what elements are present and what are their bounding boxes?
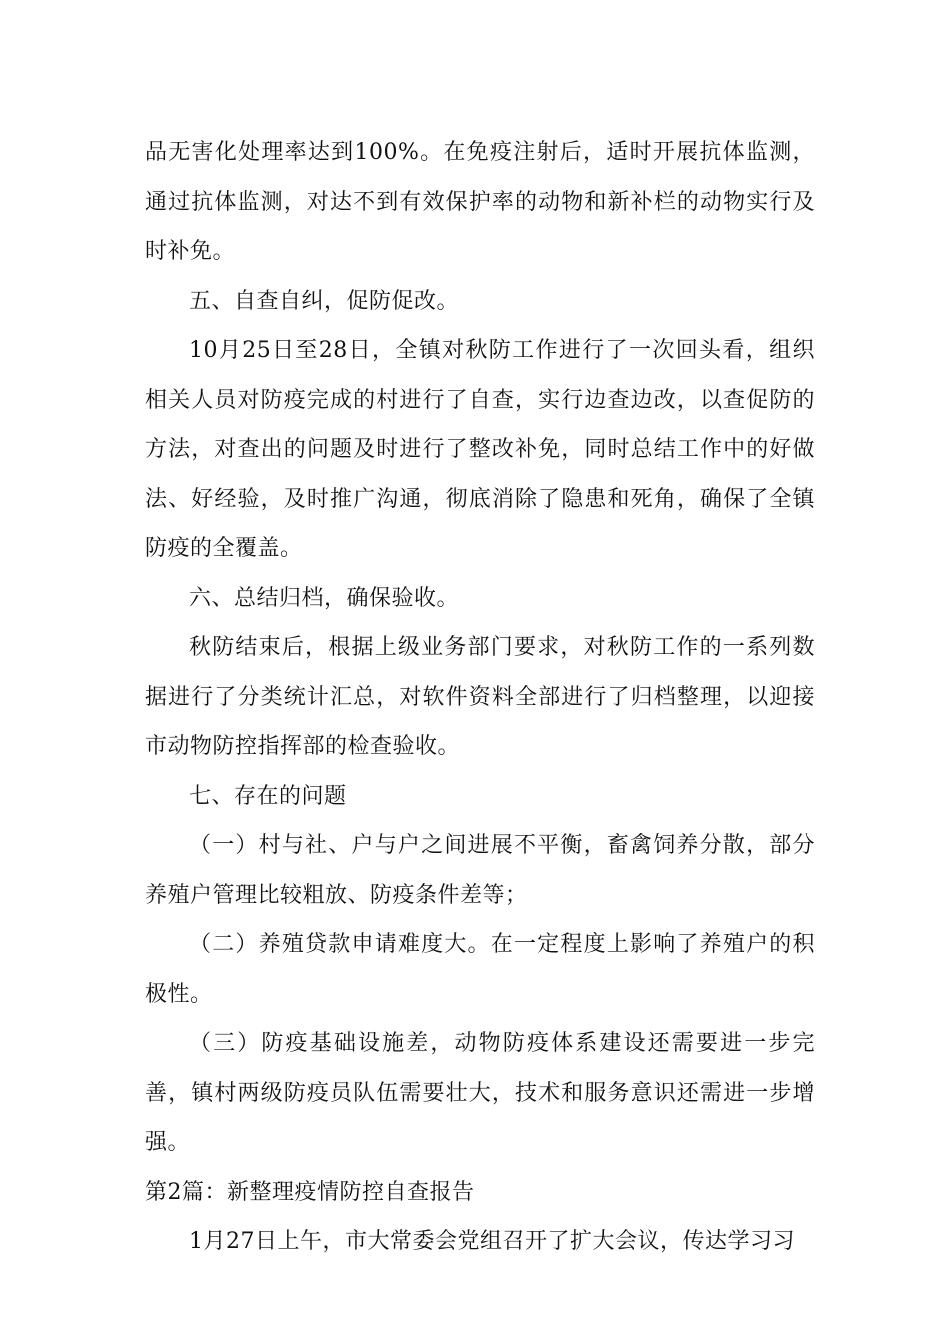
paragraph-article-2-start: 1月27日上午，市大常委会党组召开了扩大会议，传达学习习	[189, 1229, 795, 1254]
paragraph-self-check: 10月25日至28日，全镇对秋防工作进行了一次回头看，组织相关人员对防疫完成的村进行了自查，实行边查边改，以查促防的方法，对查出的问题及时进行了整改补免，同时总结工作中的好做法、好经验，及时推广沟通，彻底消除了隐患和死角，确保了全镇防疫的全覆盖。	[145, 338, 815, 561]
paragraph-archive: 秋防结束后，根据上级业务部门要求，对秋防工作的一系列数据进行了分类统计汇总，对软件资料全部进行了归档整理，以迎接市动物防控指挥部的检查验收。	[145, 635, 815, 759]
article-2-title: 第2篇：新整理疫情防控自查报告	[145, 1179, 475, 1205]
problem-item-3: （三）防疫基础设施差，动物防疫体系建设还需要进一步完善，镇村两级防疫员队伍需要壮大，技术和服务意识还需进一步增强。	[145, 1031, 815, 1155]
problem-item-2: （二）养殖贷款申请难度大。在一定程度上影响了养殖户的积极性。	[145, 932, 815, 1007]
section-heading-5: 五、自查自纠，促防促改。	[189, 288, 460, 314]
section-heading-6: 六、总结归档，确保验收。	[189, 585, 460, 611]
section-heading-7: 七、存在的问题	[189, 783, 347, 809]
problem-item-1: （一）村与社、户与户之间进展不平衡，畜禽饲养分散，部分养殖户管理比较粗放、防疫条件差等；	[145, 833, 815, 908]
paragraph-continuation: 品无害化处理率达到100%。在免疫注射后，适时开展抗体监测，通过抗体监测，对达不到有效保护率的动物和新补栏的动物实行及时补免。	[145, 140, 815, 264]
document-body	[145, 128, 815, 1267]
